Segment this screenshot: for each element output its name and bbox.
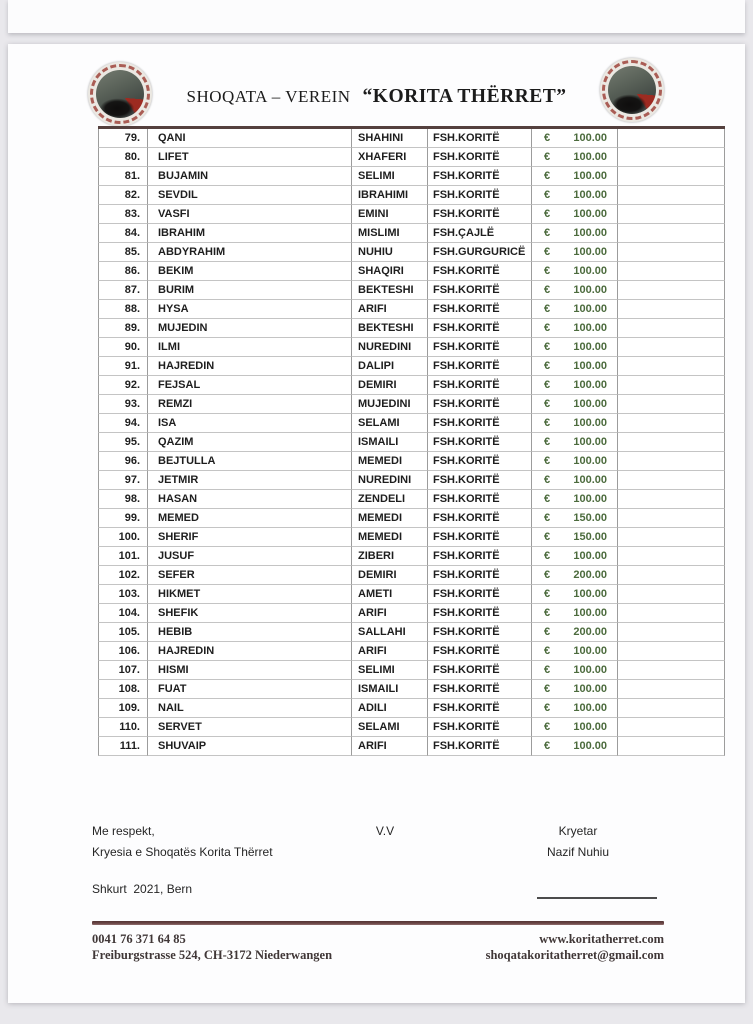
amount-value: 100.00 — [573, 702, 607, 714]
row-number: 81. — [98, 167, 148, 186]
row-number: 87. — [98, 281, 148, 300]
currency-symbol: € — [544, 664, 551, 676]
first-name: BUJAMIN — [148, 167, 352, 186]
first-name: HASAN — [148, 490, 352, 509]
currency-symbol: € — [544, 550, 551, 562]
amount-cell — [532, 509, 618, 528]
amount-value: 100.00 — [573, 417, 607, 429]
contact-phone: 0041 76 371 64 85 — [92, 932, 186, 946]
first-name: MUJEDIN — [148, 319, 352, 338]
amount-cell — [532, 528, 618, 547]
last-name: ARIFI — [352, 300, 428, 319]
empty-cell — [618, 167, 725, 186]
row-number: 85. — [98, 243, 148, 262]
last-name: MEMEDI — [352, 452, 428, 471]
amount-cell — [532, 661, 618, 680]
amount-value: 150.00 — [573, 512, 607, 524]
amount-value: 100.00 — [573, 664, 607, 676]
village: FSH.KORITË — [428, 623, 532, 642]
village: FSH.KORITË — [428, 167, 532, 186]
row-number: 104. — [98, 604, 148, 623]
amount-cell — [532, 319, 618, 338]
village: FSH.KORITË — [428, 376, 532, 395]
currency-symbol: € — [544, 246, 551, 258]
row-number: 96. — [98, 452, 148, 471]
first-name: SEVDIL — [148, 186, 352, 205]
last-name: BEKTESHI — [352, 319, 428, 338]
currency-symbol: € — [544, 151, 551, 163]
amount-cell — [532, 129, 618, 148]
last-name: ZIBERI — [352, 547, 428, 566]
amount-cell — [532, 623, 618, 642]
empty-cell — [618, 338, 725, 357]
amount-cell — [532, 205, 618, 224]
village: FSH.KORITË — [428, 319, 532, 338]
row-number: 95. — [98, 433, 148, 452]
last-name: MEMEDI — [352, 509, 428, 528]
amount-cell — [532, 718, 618, 737]
currency-symbol: € — [544, 531, 551, 543]
empty-cell — [618, 129, 725, 148]
empty-cell — [618, 433, 725, 452]
amount-cell — [532, 585, 618, 604]
village: FSH.KORITË — [428, 129, 532, 148]
first-name: JUSUF — [148, 547, 352, 566]
row-number: 80. — [98, 148, 148, 167]
last-name: NUHIU — [352, 243, 428, 262]
amount-cell — [532, 680, 618, 699]
village: FSH.KORITË — [428, 262, 532, 281]
amount-cell — [532, 737, 618, 756]
amount-cell — [532, 452, 618, 471]
empty-cell — [618, 471, 725, 490]
village: FSH.KORITË — [428, 357, 532, 376]
empty-cell — [618, 642, 725, 661]
row-number: 83. — [98, 205, 148, 224]
first-name: ILMI — [148, 338, 352, 357]
first-name: ABDYRAHIM — [148, 243, 352, 262]
currency-symbol: € — [544, 436, 551, 448]
village: FSH.KORITË — [428, 414, 532, 433]
amount-cell — [532, 433, 618, 452]
last-name: ARIFI — [352, 737, 428, 756]
first-name: HIKMET — [148, 585, 352, 604]
amount-value: 100.00 — [573, 132, 607, 144]
signature-org: Kryesia e Shoqatës Korita Thërret — [92, 845, 273, 859]
amount-value: 100.00 — [573, 683, 607, 695]
contact-block — [92, 932, 664, 963]
footer-divider — [92, 921, 664, 925]
first-name: REMZI — [148, 395, 352, 414]
amount-value: 100.00 — [573, 645, 607, 657]
contact-left — [92, 932, 332, 963]
amount-value: 100.00 — [573, 170, 607, 182]
row-number: 98. — [98, 490, 148, 509]
last-name: ZENDELI — [352, 490, 428, 509]
row-number: 89. — [98, 319, 148, 338]
last-name: MUJEDINI — [352, 395, 428, 414]
amount-cell — [532, 604, 618, 623]
amount-value: 150.00 — [573, 531, 607, 543]
amount-value: 100.00 — [573, 246, 607, 258]
currency-symbol: € — [544, 341, 551, 353]
row-number: 102. — [98, 566, 148, 585]
donations-table — [98, 126, 725, 756]
village: FSH.ÇAJLË — [428, 224, 532, 243]
village: FSH.KORITË — [428, 186, 532, 205]
contact-website: www.koritatherret.com — [539, 932, 664, 946]
amount-value: 100.00 — [573, 189, 607, 201]
amount-value: 100.00 — [573, 398, 607, 410]
row-number: 91. — [98, 357, 148, 376]
amount-value: 100.00 — [573, 455, 607, 467]
empty-cell — [618, 357, 725, 376]
last-name: DEMIRI — [352, 376, 428, 395]
amount-cell — [532, 167, 618, 186]
amount-cell — [532, 376, 618, 395]
last-name: ARIFI — [352, 604, 428, 623]
amount-value: 100.00 — [573, 740, 607, 752]
row-number: 105. — [98, 623, 148, 642]
empty-cell — [618, 585, 725, 604]
village: FSH.KORITË — [428, 699, 532, 718]
first-name: BEKIM — [148, 262, 352, 281]
row-number: 90. — [98, 338, 148, 357]
amount-cell — [532, 395, 618, 414]
amount-value: 200.00 — [573, 569, 607, 581]
currency-symbol: € — [544, 132, 551, 144]
amount-value: 100.00 — [573, 550, 607, 562]
last-name: BEKTESHI — [352, 281, 428, 300]
village: FSH.KORITË — [428, 338, 532, 357]
amount-cell — [532, 262, 618, 281]
village: FSH.KORITË — [428, 680, 532, 699]
amount-cell — [532, 224, 618, 243]
empty-cell — [618, 224, 725, 243]
empty-cell — [618, 319, 725, 338]
date-place: Shkurt 2021, Bern — [92, 882, 193, 896]
amount-cell — [532, 186, 618, 205]
signature-role: Kryetar — [558, 824, 598, 838]
first-name: SERVET — [148, 718, 352, 737]
amount-cell — [532, 642, 618, 661]
amount-value: 100.00 — [573, 151, 607, 163]
last-name: SALLAHI — [352, 623, 428, 642]
amount-value: 100.00 — [573, 265, 607, 277]
first-name: JETMIR — [148, 471, 352, 490]
last-name: SELIMI — [352, 661, 428, 680]
empty-cell — [618, 376, 725, 395]
first-name: FEJSAL — [148, 376, 352, 395]
village: FSH.KORITË — [428, 661, 532, 680]
last-name: AMETI — [352, 585, 428, 604]
row-number: 106. — [98, 642, 148, 661]
first-name: HAJREDIN — [148, 357, 352, 376]
currency-symbol: € — [544, 170, 551, 182]
amount-cell — [532, 148, 618, 167]
first-name: QAZIM — [148, 433, 352, 452]
last-name: MISLIMI — [352, 224, 428, 243]
row-number: 111. — [98, 737, 148, 756]
currency-symbol: € — [544, 455, 551, 467]
currency-symbol: € — [544, 512, 551, 524]
empty-cell — [618, 566, 725, 585]
empty-cell — [618, 699, 725, 718]
village: FSH.KORITË — [428, 547, 532, 566]
currency-symbol: € — [544, 322, 551, 334]
amount-cell — [532, 471, 618, 490]
amount-value: 100.00 — [573, 227, 607, 239]
last-name: XHAFERI — [352, 148, 428, 167]
village: FSH.KORITË — [428, 642, 532, 661]
first-name: IBRAHIM — [148, 224, 352, 243]
contact-email: shoqatakoritatherret@gmail.com — [485, 947, 664, 962]
currency-symbol: € — [544, 227, 551, 239]
first-name: SEFER — [148, 566, 352, 585]
row-number: 99. — [98, 509, 148, 528]
amount-value: 100.00 — [573, 474, 607, 486]
first-name: SHEFIK — [148, 604, 352, 623]
empty-cell — [618, 205, 725, 224]
amount-cell — [532, 699, 618, 718]
currency-symbol: € — [544, 398, 551, 410]
empty-cell — [618, 547, 725, 566]
currency-symbol: € — [544, 645, 551, 657]
row-number: 82. — [98, 186, 148, 205]
amount-value: 100.00 — [573, 379, 607, 391]
first-name: BURIM — [148, 281, 352, 300]
first-name: BEJTULLA — [148, 452, 352, 471]
amount-value: 200.00 — [573, 626, 607, 638]
row-number: 86. — [98, 262, 148, 281]
amount-cell — [532, 243, 618, 262]
amount-value: 100.00 — [573, 360, 607, 372]
empty-cell — [618, 300, 725, 319]
first-name: HYSA — [148, 300, 352, 319]
row-number: 94. — [98, 414, 148, 433]
first-name: HISMI — [148, 661, 352, 680]
last-name: SELAMI — [352, 718, 428, 737]
first-name: HEBIB — [148, 623, 352, 642]
row-number: 93. — [98, 395, 148, 414]
first-name: SHERIF — [148, 528, 352, 547]
empty-cell — [618, 148, 725, 167]
village: FSH.KORITË — [428, 585, 532, 604]
document-page — [8, 44, 745, 1003]
village: FSH.GURGURICË — [428, 243, 532, 262]
empty-cell — [618, 661, 725, 680]
currency-symbol: € — [544, 626, 551, 638]
association-name: “KORITA THËRRET” — [362, 86, 567, 107]
amount-value: 100.00 — [573, 588, 607, 600]
village: FSH.KORITË — [428, 490, 532, 509]
signature-line — [537, 881, 657, 899]
first-name: MEMED — [148, 509, 352, 528]
village: FSH.KORITË — [428, 452, 532, 471]
amount-cell — [532, 357, 618, 376]
row-number: 110. — [98, 718, 148, 737]
amount-value: 100.00 — [573, 341, 607, 353]
last-name: ARIFI — [352, 642, 428, 661]
contact-right — [486, 932, 664, 963]
last-name: ISMAILI — [352, 433, 428, 452]
amount-cell — [532, 338, 618, 357]
last-name: DEMIRI — [352, 566, 428, 585]
village: FSH.KORITË — [428, 737, 532, 756]
empty-cell — [618, 490, 725, 509]
last-name: SELAMI — [352, 414, 428, 433]
first-name: QANI — [148, 129, 352, 148]
last-name: SHAHINI — [352, 129, 428, 148]
association-name-prefix: SHOQATA – VEREIN — [186, 87, 351, 106]
amount-cell — [532, 281, 618, 300]
currency-symbol: € — [544, 721, 551, 733]
village: FSH.KORITË — [428, 395, 532, 414]
first-name: LIFET — [148, 148, 352, 167]
village: FSH.KORITË — [428, 281, 532, 300]
row-number: 92. — [98, 376, 148, 395]
signature-president: Nazif Nuhiu — [546, 845, 610, 859]
last-name: EMINI — [352, 205, 428, 224]
amount-value: 100.00 — [573, 322, 607, 334]
previous-page-edge — [8, 0, 745, 33]
village: FSH.KORITË — [428, 509, 532, 528]
village: FSH.KORITË — [428, 300, 532, 319]
amount-value: 100.00 — [573, 607, 607, 619]
empty-cell — [618, 262, 725, 281]
currency-symbol: € — [544, 493, 551, 505]
empty-cell — [618, 528, 725, 547]
amount-value: 100.00 — [573, 208, 607, 220]
amount-value: 100.00 — [573, 436, 607, 448]
currency-symbol: € — [544, 702, 551, 714]
empty-cell — [618, 509, 725, 528]
row-number: 101. — [98, 547, 148, 566]
last-name: SHAQIRI — [352, 262, 428, 281]
currency-symbol: € — [544, 284, 551, 296]
amount-cell — [532, 490, 618, 509]
village: FSH.KORITË — [428, 433, 532, 452]
currency-symbol: € — [544, 208, 551, 220]
empty-cell — [618, 281, 725, 300]
village: FSH.KORITË — [428, 566, 532, 585]
row-number: 79. — [98, 129, 148, 148]
currency-symbol: € — [544, 569, 551, 581]
village: FSH.KORITË — [428, 148, 532, 167]
last-name: ISMAILI — [352, 680, 428, 699]
amount-value: 100.00 — [573, 303, 607, 315]
village: FSH.KORITË — [428, 718, 532, 737]
empty-cell — [618, 452, 725, 471]
last-name: ADILI — [352, 699, 428, 718]
first-name: FUAT — [148, 680, 352, 699]
row-number: 109. — [98, 699, 148, 718]
row-number: 88. — [98, 300, 148, 319]
amount-cell — [532, 300, 618, 319]
currency-symbol: € — [544, 683, 551, 695]
row-number: 107. — [98, 661, 148, 680]
row-number: 84. — [98, 224, 148, 243]
amount-value: 100.00 — [573, 284, 607, 296]
currency-symbol: € — [544, 265, 551, 277]
page-title — [8, 86, 745, 108]
amount-cell — [532, 547, 618, 566]
signature-left-block — [92, 821, 273, 863]
village: FSH.KORITË — [428, 528, 532, 547]
last-name: IBRAHIMI — [352, 186, 428, 205]
village: FSH.KORITË — [428, 604, 532, 623]
currency-symbol: € — [544, 303, 551, 315]
first-name: ISA — [148, 414, 352, 433]
currency-symbol: € — [544, 417, 551, 429]
amount-cell — [532, 566, 618, 585]
empty-cell — [618, 243, 725, 262]
signature-right-block — [513, 821, 643, 863]
empty-cell — [618, 186, 725, 205]
signature-regards: Me respekt, — [92, 824, 155, 838]
last-name: NUREDINI — [352, 338, 428, 357]
contact-address: Freiburgstrasse 524, CH-3172 Niederwangen — [92, 947, 333, 962]
last-name: NUREDINI — [352, 471, 428, 490]
amount-value: 100.00 — [573, 721, 607, 733]
currency-symbol: € — [544, 588, 551, 600]
row-number: 100. — [98, 528, 148, 547]
empty-cell — [618, 737, 725, 756]
first-name: NAIL — [148, 699, 352, 718]
empty-cell — [618, 604, 725, 623]
village: FSH.KORITË — [428, 205, 532, 224]
village: FSH.KORITË — [428, 471, 532, 490]
last-name: DALIPI — [352, 357, 428, 376]
first-name: SHUVAIP — [148, 737, 352, 756]
empty-cell — [618, 623, 725, 642]
row-number: 108. — [98, 680, 148, 699]
first-name: VASFI — [148, 205, 352, 224]
empty-cell — [618, 395, 725, 414]
last-name: MEMEDI — [352, 528, 428, 547]
currency-symbol: € — [544, 379, 551, 391]
signature-vv: V.V — [375, 824, 395, 838]
currency-symbol: € — [544, 360, 551, 372]
amount-cell — [532, 414, 618, 433]
empty-cell — [618, 414, 725, 433]
currency-symbol: € — [544, 189, 551, 201]
row-number: 97. — [98, 471, 148, 490]
first-name: HAJREDIN — [148, 642, 352, 661]
currency-symbol: € — [544, 740, 551, 752]
row-number: 103. — [98, 585, 148, 604]
amount-value: 100.00 — [573, 493, 607, 505]
currency-symbol: € — [544, 607, 551, 619]
empty-cell — [618, 718, 725, 737]
empty-cell — [618, 680, 725, 699]
currency-symbol: € — [544, 474, 551, 486]
last-name: SELIMI — [352, 167, 428, 186]
